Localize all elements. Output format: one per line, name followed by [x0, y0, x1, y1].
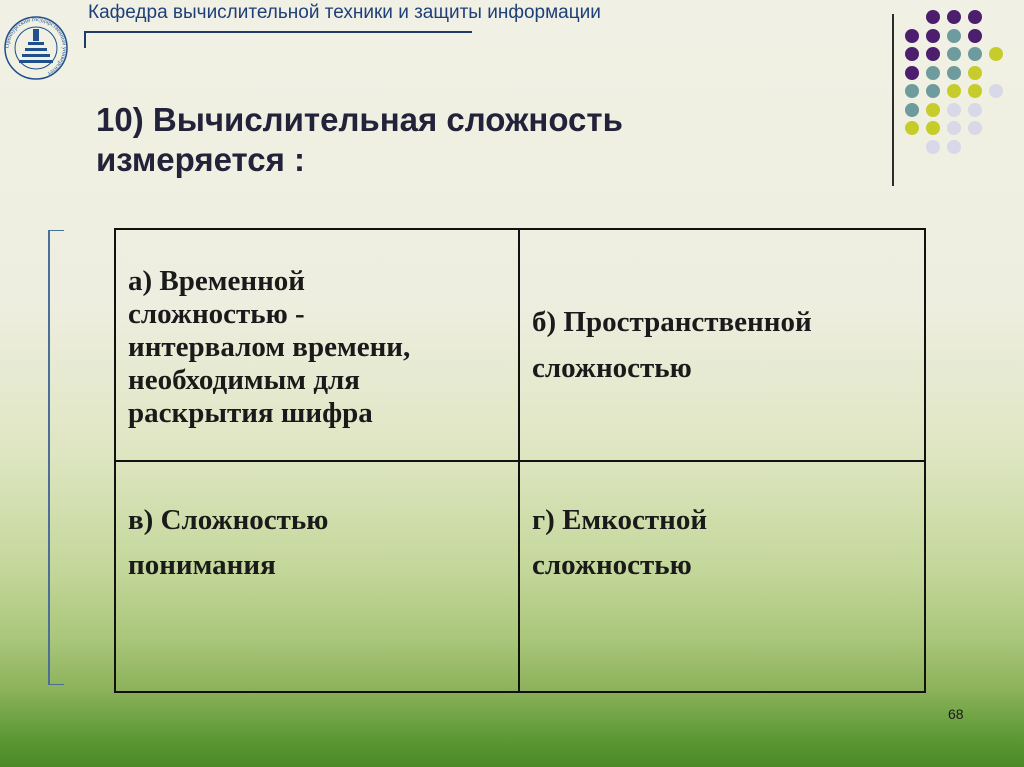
- decor-dot: [926, 29, 940, 43]
- answer-option-a: [116, 230, 520, 462]
- university-logo: [4, 2, 68, 92]
- decor-dot: [926, 140, 940, 154]
- answer-v-line-1: в) Сложностью: [128, 504, 329, 536]
- decor-dot: [926, 66, 940, 80]
- decor-dot: [905, 66, 919, 80]
- decor-dot: [989, 47, 1003, 61]
- seal-text: Оренбургский государственный университет: [4, 16, 68, 77]
- decor-dot: [947, 84, 961, 98]
- decor-dot: [905, 29, 919, 43]
- decor-dot: [947, 121, 961, 135]
- decor-vertical-line: [892, 14, 894, 186]
- decor-dot: [926, 84, 940, 98]
- department-header: Кафедра вычислительной техники и защиты информации: [88, 2, 601, 23]
- decor-dot: [968, 29, 982, 43]
- decor-dot: [947, 29, 961, 43]
- decor-dot: [947, 103, 961, 117]
- answer-v-line-2: понимания: [128, 549, 276, 581]
- decor-dot: [926, 10, 940, 24]
- answer-option-g: [520, 462, 924, 691]
- answer-b-line-2: сложностью: [532, 352, 692, 384]
- decor-dot: [989, 84, 1003, 98]
- decor-dot: [905, 121, 919, 135]
- decor-dot-pattern: [905, 10, 1015, 160]
- answer-option-v: [116, 462, 520, 691]
- decor-dot: [968, 66, 982, 80]
- decor-dot: [926, 47, 940, 61]
- header-rule-tick: [84, 31, 86, 48]
- slide-title: [96, 100, 623, 180]
- decor-dot: [905, 47, 919, 61]
- answer-a-line-5: раскрытия шифра: [128, 396, 373, 429]
- left-bracket: [48, 230, 64, 685]
- slide-title-line-2: измеряется :: [96, 141, 306, 178]
- answer-table: [114, 228, 926, 693]
- answer-g-line-2: сложностью: [532, 549, 692, 581]
- decor-dot: [968, 47, 982, 61]
- answer-b-line-1: б) Пространственной: [532, 306, 812, 338]
- decor-dot: [905, 103, 919, 117]
- decor-dot: [968, 103, 982, 117]
- answer-a-line-3: интервалом времени,: [128, 330, 411, 363]
- answer-g-line-1: г) Емкостной: [532, 504, 708, 536]
- slide-title-line-1: 10) Вычислительная сложность: [96, 101, 623, 138]
- decor-dot: [947, 10, 961, 24]
- page-number: 68: [948, 706, 964, 722]
- decor-dot: [968, 121, 982, 135]
- decor-dot: [968, 10, 982, 24]
- decor-dot: [947, 140, 961, 154]
- header-rule: [84, 31, 472, 33]
- decor-dot: [947, 66, 961, 80]
- decor-dot: [968, 84, 982, 98]
- decor-dot: [905, 84, 919, 98]
- answer-a-line-2: сложностью -: [128, 297, 305, 330]
- decor-dot: [947, 47, 961, 61]
- answer-a-line-1: а) Временной: [128, 264, 306, 297]
- decor-dot: [926, 121, 940, 135]
- answer-a-line-4: необходимым для: [128, 363, 360, 396]
- decor-dot: [926, 103, 940, 117]
- answer-option-b: [520, 230, 924, 462]
